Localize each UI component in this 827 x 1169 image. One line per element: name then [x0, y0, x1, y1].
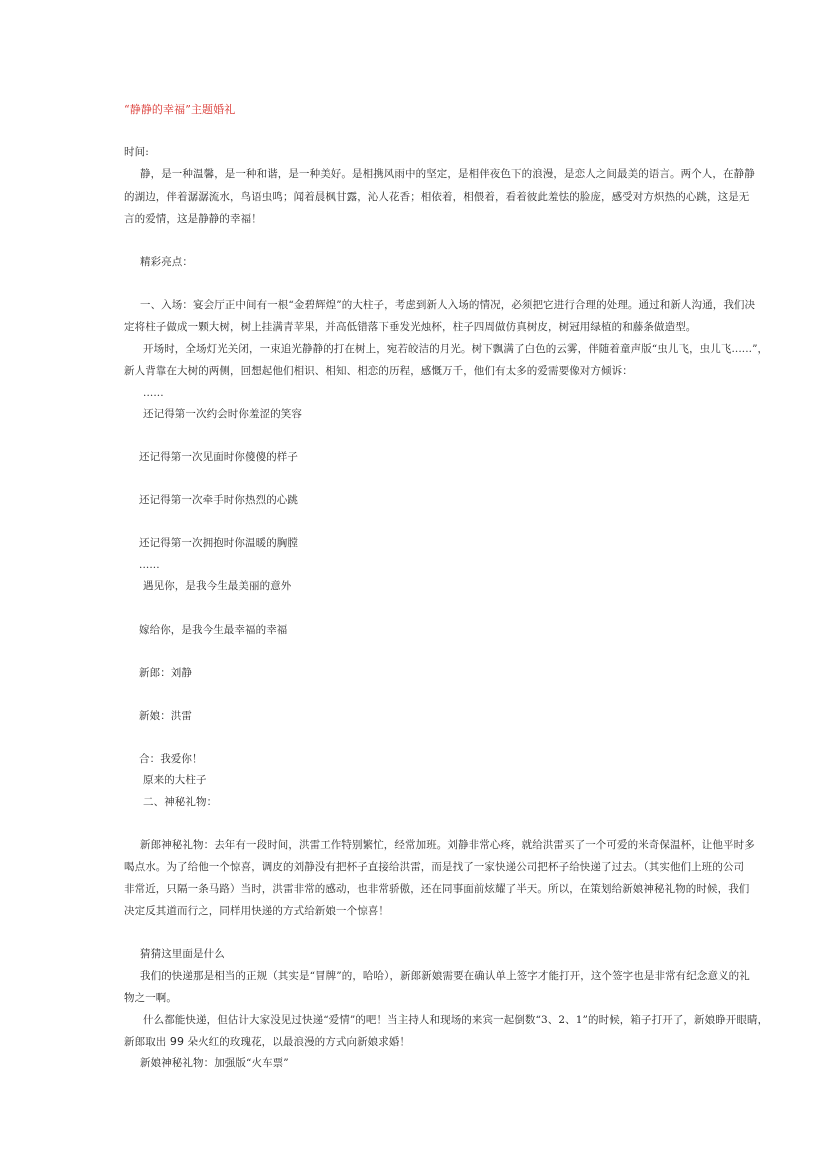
courier-line-1: 我们的快递那是相当的正规（其实是“冒牌”的，哈哈），新郎新娘需要在确认单上签字才能打开，这个签字也是非常有纪念意义的礼	[140, 970, 750, 982]
section2-line-3: 非常近，只隔一条马路）当时，洪雷非常的感动，也非常骄傲，还在同事面前炫耀了半天。所以，在策划给新娘神秘礼物的时候，我们	[124, 883, 750, 895]
reveal-line-2-a: 新郎取出	[124, 1036, 170, 1048]
section1b-line-2: 新人背靠在大树的两侧，回想起他们相识、相知、相恋的历程，感慨万千，他们有太多的爱需要像对方倾诉：	[124, 365, 633, 377]
section2-line-2: 喝点水。为了给他一个惊喜，调皮的刘静没有把杯子直接给洪雷，而是找了一家快递公司把杯子给快递了过去。（其实他们上班的公司	[124, 861, 745, 873]
groom-line: 新郎：刘静	[139, 667, 192, 679]
rose-count: 99	[169, 1035, 185, 1048]
reveal-line-2	[124, 1035, 410, 1049]
pillar-line: 原来的大柱子	[143, 774, 207, 786]
poem-line-2: 还记得第一次见面时你傻傻的样子	[139, 451, 298, 463]
bride-gift-line: 新娘神秘礼物：加强版“火车票”	[140, 1057, 289, 1069]
section2-line-1: 新郎神秘礼物：去年有一段时间，洪雷工作特别繁忙，经常加班。刘静非常心疼，就给洪雷买了一个可爱的米奇保温杯，让他平时多	[140, 839, 755, 851]
section1-line-2: 定将柱子做成一颗大树，树上挂满青苹果，并高低错落下垂发光烛杯，柱子四周做仿真树皮，树冠用绿植的和藤条做造型。	[124, 321, 697, 333]
guess-line: 猜猜这里面是什么	[140, 948, 225, 960]
bride-line: 新娘：洪雷	[139, 710, 192, 722]
highlights-label: 精彩亮点：	[140, 256, 193, 268]
intro-line-2: 的湖边，伴着潺潺流水，鸟语虫鸣；闻着晨枫甘露，沁人花香；相依着，相偎着，看着彼此羞怯的脸庞，感受对方炽热的心跳，这是无	[124, 191, 750, 203]
time-label: 时间:	[124, 146, 149, 158]
reveal-line-2-b: 朵火红的玫瑰花，以最浪漫的方式向新娘求婚！	[184, 1036, 411, 1048]
section1b-line-1: 开场时，全场灯光关闭，一束追光静静的打在树上，宛若皎洁的月光。树下飘满了白色的云雾，伴随着童声版“虫儿飞，虫儿飞......”，	[143, 343, 769, 355]
intro-line-1: 静，是一种温馨，是一种和谐，是一种美好。是相携风雨中的坚定，是相伴夜色下的浪漫，是恋人之间最美的语言。两个人，在静静	[140, 168, 755, 180]
courier-line-2: 物之一啊。	[124, 992, 177, 1004]
section1-line-1: 一、入场：宴会厅正中间有一根“金碧辉煌”的大柱子，考虑到新人入场的情况，必须把它进行合理的处理。通过和新人沟通，我们决	[140, 299, 756, 311]
together-line: 合：我爱你！	[139, 753, 203, 765]
poem-line-5: 遇见你，是我今生最美丽的意外	[143, 580, 292, 592]
poem-line-1: 还记得第一次约会时你羞涩的笑容	[143, 408, 302, 420]
section2-line-4: 决定反其道而行之，同样用快递的方式给新娘一个惊喜！	[124, 905, 389, 917]
intro-line-3: 言的爱情，这是静静的幸福！	[124, 213, 262, 225]
ellipsis-1: ......	[143, 387, 164, 399]
poem-ellipsis: ......	[139, 559, 160, 571]
poem-line-6: 嫁给你，是我今生最幸福的幸福	[139, 624, 288, 636]
doc-title: “静静的幸福”主题婚礼	[124, 103, 236, 116]
reveal-line-1: 什么都能快递，但估计大家没见过快递“爱情”的吧！当主持人和现场的来宾一起倒数“3、2、1”的时候，箱子打开了，新娘睁开眼睛，	[143, 1014, 769, 1026]
section2-label: 二、神秘礼物：	[143, 796, 218, 808]
poem-line-3: 还记得第一次牵手时你热烈的心跳	[139, 494, 298, 506]
poem-line-4: 还记得第一次拥抱时你温暖的胸膛	[139, 537, 298, 549]
